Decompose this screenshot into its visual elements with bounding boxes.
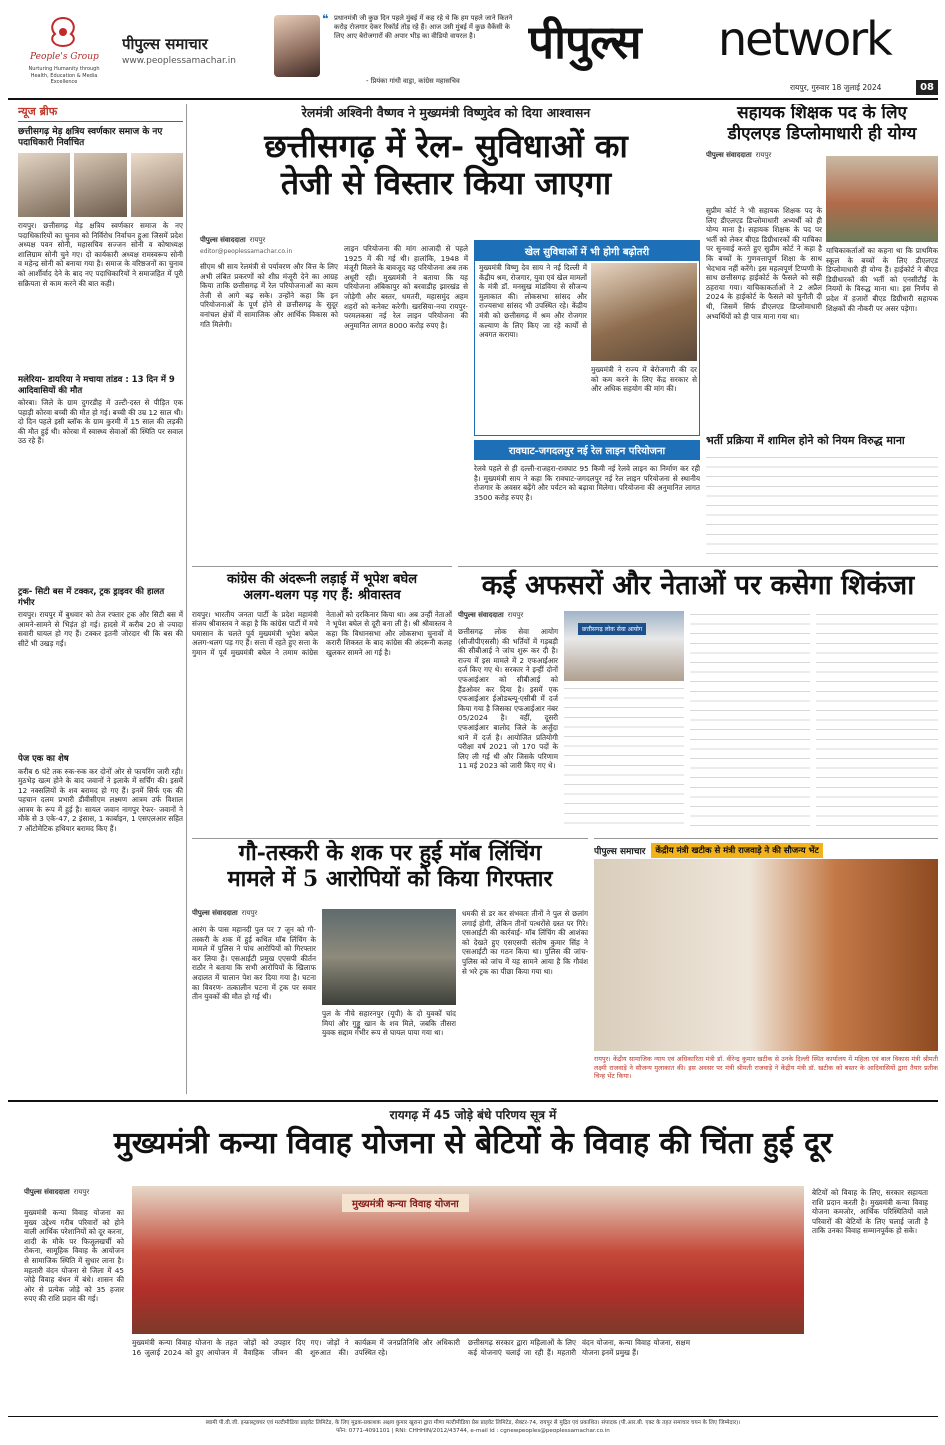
marriage-byline-city: रायपुर	[73, 1188, 90, 1196]
sports-box-caption: मुख्यमंत्री ने राज्य में बेरोजगारी की दर को कम करने के लिए केंद्र सरकार से और अधिक सहयोग की मांग की।	[591, 365, 697, 394]
meeting-banner: केंद्रीय मंत्री खटीक से मंत्री राजवाड़े ने की सौजन्य भेंट	[651, 843, 822, 858]
sports-box-body: मुख्यमंत्री विष्णु देव साय ने नई दिल्ली में केंद्रीय श्रम, रोजगार, युवा एवं खेल मामलों के मंत्री डॉ. मनसुख मांडविया से सौजन्य मुलाकात की। लोकसभा सांसद और राज्यसभा सांसद भी उपस्थित रहे। केंद्रीय मंत्री को छत्तीसगढ़ में श्रम और रोजगार कल्याण के लिए किए जा रहे कार्यों से अवगत कराया।	[479, 263, 587, 340]
dateline-bar	[790, 80, 938, 96]
marriage-byline	[24, 1188, 89, 1197]
marriage-body-mid1: मुख्यमंत्री कन्या विवाह योजना के तहत 16 जुलाई 2024 को हुए आयोजन में जोड़ों को उपहार दिए गए। जोड़ों ने वैवाहिक जीवन की शुरुआत की। कार्यक्रम में जनप्रतिनिधि और अधिकारी उपस्थित रहे।	[132, 1338, 460, 1357]
lead-kicker: रेलमंत्री अश्विनी वैष्णव ने मुख्यमंत्री विष्णुदेव को दिया आश्वासन	[301, 105, 591, 120]
congress-body: रायपुर। भारतीय जनता पार्टी के प्रदेश महामंत्री संजय श्रीवास्तव ने कहा है कि कांग्रेस पार्टी में मचे घमासान के चलते पूर्व मुख्यमंत्री भूपेश बघेल अलग-थलग पड़ गए हैं। सत्ता में रहते हुए सत्ता के गुमान में पूर्व मुख्यमंत्री बघेल ने तमाम कांग्रेस नेताओं को दरकिनार किया था। अब उन्हीं नेताओं ने भूपेश बघेल से दूरी बना ली है। श्री श्रीवास्तव ने कहा कि विधानसभा और लोकसभा चुनावों में करारी शिकस्त के बाद कांग्रेस की अंदरूनी कलह खुलकर सामने आ गई है।	[192, 609, 452, 657]
marriage-body-left: मुख्यमंत्री कन्या विवाह योजना का मुख्य उद्देश्य गरीब परिवारों को होने वाली आर्थिक परेशानियों को दूर करना, शादी के मौके पर फिजूलखर्ची को रोकना, सामूहिक विवाह के आयोजन से सामाजिक स्थिति में सुधार लाना है। महतारी वंदन योजना से जिला में 45 जोड़े विवाह बंधन में बंधे। शासन की ओर से प्रत्येक जोड़े को 35 हजार रुपए की राशि प्रदान की गई।	[24, 1208, 124, 1304]
marriage-body-right: बेटियों को विवाह के लिए, सरकार सहायता राशि प्रदान करती है। मुख्यमंत्री कन्या विवाह योजना कमजोर, आर्थिक परिस्थितियों वाले परिवारों की बेटियों के लिए चलाई जाती है ताकि उनका विवाह सम्मानपूर्वक हो सके।	[812, 1188, 928, 1236]
lynching-byline	[192, 909, 257, 918]
brief-headline-2: मलेरिया- डायरिया ने मचाया तांडव : 13 दिन में 9 आदिवासियों की मौत	[18, 375, 175, 396]
lynching-byline-city: रायपुर	[241, 909, 258, 917]
officers-body-mid	[564, 685, 684, 831]
brief-photo-3	[131, 153, 183, 217]
meeting-photo	[594, 859, 938, 1051]
samachar-name: पीपुल्स समाचार	[122, 35, 208, 53]
brief-body-4: करीब 6 घंटे तक रुक-रुक कर दोनों ओर से फायरिंग जारी रही। मुठभेड़ खत्म होने के बाद जवानों ने इलाके में सर्चिंग की। इसमें 12 नक्सलियों के शव बरामद हो गए हैं। इनमें सिर्फ एक की पहचान दलम प्रभारी डीवीसीएम लक्ष्मण आत्रम उर्फ विशाल आत्रम के रूप में हुई है। सायल जवान नागपुर रेफर- जवानों ने मौके से 3 एके-47, 2 इंसास, 1 कार्बाइन, 1 एसएलआर सहित 7 ऑटोमेटिक हथियार बरामद किए हैं।	[18, 766, 183, 834]
quote-attribution: - प्रियंका गांधी वाड्रा, कांग्रेस महासचिव	[366, 77, 460, 85]
congress-headline-line2: अलग-थलग पड़ गए हैं: श्रीवास्तव	[243, 588, 401, 604]
marriage-story	[8, 1100, 938, 1412]
brief-headline-1: छत्तीसगढ़ मेड़ क्षत्रिय स्वर्णकार समाज के नए पदाधिकारी निर्वाचित	[18, 127, 163, 148]
officers-body-right1	[690, 611, 810, 831]
sports-box	[474, 240, 700, 436]
lead-email: editor@peoplessamachar.co.in	[200, 248, 293, 255]
lynching-headline-line2: मामले में 5 आरोपियों को किया गिरफ्तार	[227, 866, 553, 893]
brief-headline-4: पेज एक का शेष	[18, 754, 69, 764]
peoples-group-tagline: Nurturing Humanity through Health, Education & Media Excellence	[28, 66, 100, 85]
lead-body-col1: सीएम श्री साय रेलमंत्री से पर्यावरण और वित्त के लिए अभी लंबित प्रकरणों को शीघ्र मंजूरी देने का आग्रह किया ताकि छत्तीसगढ़ में रेल परियोजनाओं का काम तेजी से आगे बढ़ सके। उन्होंने कहा कि इन परियोजनाओं के पूर्ण होने से छत्तीसगढ़ के सुदूर वनांचल क्षेत्रों में सामाजिक और आर्थिक विकास को गति मिलेगी।	[200, 262, 338, 329]
footer-imprint	[8, 1416, 938, 1442]
quote-icon: ❝	[322, 14, 329, 26]
teacher-subhead: भर्ती प्रक्रिया में शामिल होने को नियम विरुद्ध माना	[706, 434, 905, 447]
peoples-group-logo-text: People's Group	[30, 52, 99, 62]
lead-byline-city: रायपुर	[249, 236, 266, 244]
rail-box-headline: रावघाट-जगदलपुर नई रेल लाइन परियोजना	[474, 440, 700, 460]
lynching-body: आरंग के पास महानदी पुल पर 7 जून को गौ-तस्करी के शक में हुई कथित मॉब लिंचिंग के मामले में पुलिस ने पांच आरोपियों को गिरफ्तार कर लिया है। एसआईटी प्रमुख एएसपी कीर्तन राठौर ने बताया कि सभी आरोपियों के खिलाफ अदालत में चालान पेश कर दिया गया है। घटना का विवरण- तत्कालीन घटना में ट्रक पर सवार तीन युवकों की मौत हो गई थी।	[192, 925, 316, 1002]
peoples-group-emblem-icon	[43, 14, 83, 50]
left-column-rule	[186, 104, 187, 1094]
teacher-court-photo	[826, 156, 938, 242]
network-brand	[528, 10, 940, 76]
meeting-banner-row	[594, 843, 938, 858]
lead-headline-line2: तेजी से विस्तार किया जाएगा	[280, 164, 612, 203]
lynching-body2: धमकी से डर कर संभवतः तीनों ने पुल से छलांग लगाई होगी, लेकिन तीनों पत्थरोंसे ग्रस्त पर गिरे। एसआईटी की कार्रवाई- मॉब लिंचिंग की आशंका को देखते हुए एसएसपी संतोष कुमार सिंह ने एसआईटी का गठन किया था। पुलिस की जांच- पुलिस को जांच में यह सामने आया है कि गौवंश से भरे ट्रक का पीछा किया गया था।	[462, 909, 588, 976]
sports-box-photo	[591, 263, 697, 361]
teacher-byline-name: पीपुल्स संवाददाता	[706, 151, 752, 160]
officers-story	[458, 566, 938, 834]
page-number: 08	[916, 80, 938, 95]
brief-photo-2	[74, 153, 126, 217]
brief-body-3: रायपुर। रायपुर में बुधवार को तेज रफ्तार ट्रक और सिटी बस में आमने-सामने से भिड़ंत हो गई। हादसे में करीब 20 से ज्यादा सवारी घायल हो गए हैं। टक्कर इतनी जोरदार थी कि बस की सीटें भी उखड़ गईं।	[18, 610, 183, 648]
network-brand-english: network	[718, 12, 891, 66]
brief-headline-3: ट्रक- सिटी बस में टक्कर, ट्रक ड्राइवर की हालत गंभीर	[18, 587, 165, 608]
marriage-body-mid2: छत्तीसगढ़ सरकार द्वारा महिलाओं के लिए कई योजनाएं चलाई जा रही हैं। महतारी वंदन योजना, कन्या विवाह योजना, सक्षम योजना इनमें प्रमुख हैं।	[468, 1338, 690, 1357]
news-brief-column	[18, 104, 183, 1094]
teacher-body-right: याचिकाकर्ताओं का कहना था कि प्राथमिक स्कूल के बच्चों के लिए डीएलएड डिप्लोमाधारी ही योग्य हैं। हाईकोर्ट ने बीएड डिग्रीधारकों की भर्ती को एनसीटीई के नियमों के विरुद्ध माना था। इस निर्णय से प्रदेश में हजारों बीएड डिग्रीधारी सहायक शिक्षकों की नौकरी पर असर पड़ेगा।	[826, 246, 938, 313]
officers-body: छत्तीसगढ़ लोक सेवा आयोग (सीजीपीएससी) की भर्तियों में गड़बड़ी की सीबीआई ने जांच शुरू कर दी है। राज्य में इस मामले में 2 एफआईआर दर्ज किए गए थे। सरकार ने इन्हीं दोनों एफआईआर को सीबीआई को हैंडओवर कर दिया है। इसमें एक एफआईआर ईओडब्ल्यू-एसीबी में दर्ज किया गया है जिसका एफआईआर नंबर 05/2024 है। वहीं, दूसरी एफआईआर बालोद जिले के अर्जुंदा थाने में दर्ज है। आयोजित प्रतियोगी परीक्षा वर्ष 2021 जो 170 पदों के लिए ली गई थी और जिसके परिणाम 11 मई 2023 को जारी किए गए थे।	[458, 627, 558, 771]
teacher-body: सुप्रीम कोर्ट ने भी सहायक शिक्षक पद के लिए डीएलएड डिप्लोमाधारी अभ्यर्थी को ही योग्य माना है। सहायक शिक्षक के पद पर भर्ती को लेकर बीएड डिग्रीधारकों की याचिका पर सुनवाई करते हुए सुप्रीम कोर्ट ने कहा है कि बच्चों के गुणवत्तापूर्ण शिक्षा के साथ भेदभाव नहीं करेंगे। इस महत्वपूर्ण टिप्पणी के साथ छत्तीसगढ़ हाईकोर्ट के फैसले को सही ठहराया गया। याचिकाकर्ताओं ने 2 अप्रैल 2024 के हाईकोर्ट के फैसले को चुनौती दी थी, जिसमें सिर्फ डीएलएड डिप्लोमाधारी अभ्यर्थियों को ही पात्र माना गया था।	[706, 206, 822, 321]
teacher-sub-body	[706, 454, 938, 554]
officers-photo	[564, 611, 684, 681]
brief-photo-1	[18, 153, 70, 217]
lead-headline-line1: छत्तीसगढ़ में रेल- सुविधाओं का	[264, 127, 628, 165]
lead-body-col2: लाइन परियोजना की मांग आजादी से पहले 1925 में की गई थी। हालांकि, 1948 में मंजूरी मिलने के बावजूद यह परियोजना अब तक अधूरी रही। मुख्यमंत्री ने बताया कि यह परियोजना अंबिकापुर को बरवाडीह झारखंड से जोड़ेगी और बस्तर, धमतरी, महासमुंद अहम शहरों को कनेक्ट करेगी। खरसिया-नया रायपुर-परमलकसा नई रेल लाइन परियोजना की अनुमानित लागत 8000 करोड़ रुपए है।	[344, 244, 468, 330]
teacher-headline-line2: डीएलएड डिप्लोमाधारी ही योग्य	[727, 123, 917, 144]
samachar-brand	[122, 34, 272, 74]
officers-photo-sign: छत्तीसगढ़ लोक सेवा आयोग	[578, 623, 646, 635]
lynching-headline-line1: गौ-तस्करी के शक पर हुई मॉब लिंचिंग	[238, 840, 542, 866]
quote-box	[322, 14, 518, 86]
masthead-divider	[8, 98, 938, 100]
teacher-headline-line1: सहायक शिक्षक पद के लिए	[737, 104, 907, 123]
lead-email-line	[200, 248, 292, 255]
officers-byline-name: पीपुल्स संवाददाता	[458, 611, 504, 619]
samachar-url: www.peoplessamachar.in	[122, 56, 236, 66]
lynching-story	[192, 838, 588, 1092]
quote-portrait	[274, 15, 320, 77]
officers-byline	[458, 611, 523, 620]
masthead	[0, 0, 945, 100]
teacher-story	[706, 104, 938, 558]
peoples-group-logo	[8, 14, 118, 96]
meeting-caption: रायपुर। केंद्रीय सामाजिक न्याय एवं अधिकारिता मंत्री डॉ. वीरेन्द्र कुमार खटीक से उनके दिल्ली स्थित कार्यालय में महिला एवं बाल विकास मंत्री श्रीमती लक्ष्मी राजवाड़े ने सौजन्य मुलाकात की। इस अवसर पर मंत्री श्रीमती राजवाड़े ने केंद्रीय मंत्री डॉ. खटीक को बस्तर के आदिवासियों द्वारा तैयार प्रतीक चिन्ह भेंट किया।	[594, 1055, 938, 1080]
congress-story	[192, 566, 452, 834]
marriage-photo	[132, 1186, 804, 1334]
officers-headline: कई अफसरों और नेताओं पर कसेगा शिकंजा	[481, 570, 915, 601]
quote-text: प्रधानमंत्री जी कुछ दिन पहले मुंबई में कह रहे थे कि हम पहले जाने कितने करोड़ रोजगार देकर रिकॉर्ड तोड़ रहे हैं। आज उसी मुंबई में कुछ वैकेंसी के लिए आए बेरोजगारों की अपार भीड़ का वीडियो वायरल है।	[334, 14, 513, 40]
network-brand-hindi: पीपुल्स	[528, 15, 641, 69]
marriage-kicker: रायगढ़ में 45 जोड़े बंधे परिणय सूत्र में	[389, 1108, 557, 1122]
sports-box-headline: खेल सुविधाओं में भी होगी बढ़ोतरी	[475, 241, 699, 261]
teacher-byline-city: रायपुर	[755, 151, 772, 160]
meeting-story	[594, 838, 938, 1092]
lynching-photo-caption: पुल के नीचे सहारनपुर (यूपी) के दो युवकों चांद मियां और गुड्डू खान के शव मिले, जबकि तीसरा युवक सद्दाम गंभीर रूप से घायल पाया गया था।	[322, 1009, 456, 1038]
news-brief-label: न्यूज ब्रीफ	[18, 104, 183, 122]
lead-byline	[200, 236, 265, 245]
congress-headline-line1: कांग्रेस की अंदरूनी लड़ाई में भूपेश बघेल	[226, 572, 418, 587]
marriage-byline-name: पीपुल्स संवाददाता	[24, 1188, 70, 1196]
footer-imprint-line2: फोन: 0771-4091101 | RNI: CHHHIN/2012/43744, e-mail id : cgnewpeoples@peoplessamachar.co.in	[336, 1428, 610, 1434]
footer-imprint-line1: स्वामी पी.वी.जी. इन्फ्रास्ट्रक्चर एवं मल्टीमीडिया प्राइवेट लिमिटेड, के लिए मुद्रक-प्रकाशक अक्षय कुमार खुराना द्वारा मीणा मल्टीमीडिया प्रेस प्राइवेट लिमिटेड, सेक्टर-74, रायपुर से मुद्रित एवं प्रकाशित। संपादक (पी.आर.बी. एक्ट के तहत समाचार चयन के लिए जिम्मेदार)।	[205, 1420, 741, 1426]
lynching-truck-photo	[322, 909, 456, 1005]
marriage-stage-banner: मुख्यमंत्री कन्या विवाह योजना	[342, 1194, 469, 1212]
rail-box	[474, 440, 700, 564]
lead-story	[192, 104, 700, 564]
brief-photos	[18, 153, 183, 217]
brief-body-1: रायपुर। छत्तीसगढ़ मेड़ क्षत्रिय स्वर्णकार समाज के नए पदाधिकारियों का चुनाव को निर्विरोध निर्वाचन हुआ जिसमें प्रदेश अध्यक्ष पवन सोनी, महासचिव सज्जन सोनी व कोषाध्यक्ष शालिग्राम सोनी चुने गए। दो कार्यकारी अध्यक्ष रामस्वरूप सोनी व महेन्द्र सोनी को बनाया गया है। समाज के वरिष्ठजनों का चुनाव को आर्शीर्वाद देने के बाद नए पदाधिकारियों ने समाजहित में पूरी सक्रियता से काम करने की बात कही।	[18, 221, 183, 288]
officers-body-right2	[816, 611, 938, 831]
rail-box-body: रेलवे पहले से ही दल्ली-राजहरा-रावघाट 95 किमी नई रेलवे लाइन का निर्माण कर रही है। मुख्यमंत्री साय ने कहा कि रावघाट-जगदलपुर नई रेल लाइन परियोजना से स्थानीय रोजगार के अवसर बढ़ेंगे और पर्यटन को बढ़ावा मिलेगा। परियोजना की अनुमानित लागत 3500 करोड़ रुपए है।	[474, 464, 700, 502]
brief-body-2: कोरबा। जिले के ग्राम दुगरडीह में उल्टी-दस्त से पीड़ित एक पहाड़ी कोरवा बच्ची की मौत हो गई। बच्ची की उम्र 12 साल थी। दो दिन पहले इसी ब्लॉक के ग्राम कुरमी में 15 साल की लड़की की मौत हुई थी। कोरबा में स्वास्थ्य सेवाओं की स्थिति पर सवाल उठ रहे हैं।	[18, 398, 183, 446]
meeting-paper-label: पीपुल्स समाचार	[594, 847, 646, 857]
officers-byline-city: रायपुर	[507, 611, 524, 619]
dateline: रायपुर, गुरुवार 18 जुलाई 2024	[790, 83, 882, 92]
lead-byline-name: पीपुल्स संवाददाता	[200, 236, 246, 244]
marriage-headline: मुख्यमंत्री कन्या विवाह योजना से बेटियों के विवाह की चिंता हुई दूर	[113, 1126, 833, 1161]
lynching-byline-name: पीपुल्स संवाददाता	[192, 909, 238, 917]
